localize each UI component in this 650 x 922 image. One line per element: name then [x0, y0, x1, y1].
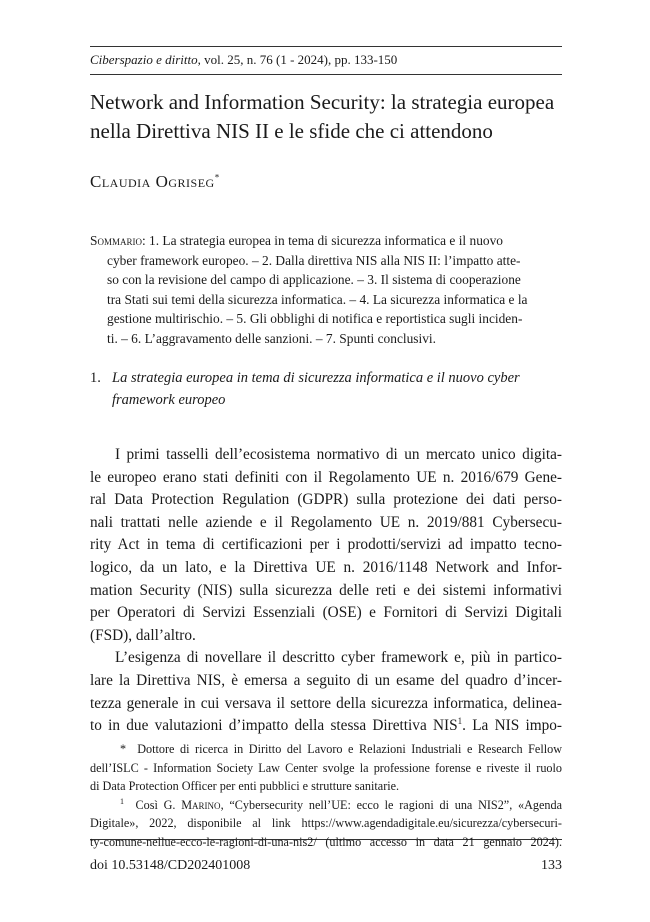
body-line: lare la Direttiva NIS, è emersa a seguito di un esame del quadro d’incer- — [90, 671, 562, 689]
summary — [90, 231, 562, 348]
footnote-text: Così G. — [135, 797, 182, 812]
header-rule-bottom — [90, 74, 562, 75]
body-line — [90, 715, 562, 738]
footnote-text: Dottore di ricerca in Diritto del Lavoro e Relazioni Industriali e Research Fellow — [137, 742, 562, 756]
summary-label: Sommario: — [90, 233, 146, 248]
author-name-text: Claudia Ogriseg — [90, 172, 215, 191]
summary-line: ti. – 6. L’aggravamento delle sanzioni. – 7. Spunti conclusivi. — [107, 330, 437, 346]
journal-details: , vol. 25, n. 76 (1 - 2024), pp. 133-150 — [197, 52, 398, 67]
section-title: La strategia europea in tema di sicurezza informatica e il nuovo cyber framework europeo — [112, 370, 520, 408]
summary-line: cyber framework europeo. – 2. Dalla direttiva NIS alla NIS II: l’impatto atte- — [107, 252, 521, 268]
body-line: le europeo erano stati definiti con il Regolamento UE n. 2016/679 Gene- — [90, 468, 562, 486]
body-line: mation Security (NIS) sulla sicurezza delle reti e dei sistemi informativi — [90, 581, 562, 599]
article-title — [90, 88, 562, 146]
footnote-ref-1[interactable]: 1 — [457, 716, 463, 727]
body-line: (FSD), dall’altro. — [90, 626, 196, 644]
section-number: 1. — [90, 370, 101, 386]
body-line: I primi tasselli dell’ecosistema normativo di un mercato unico digita- — [115, 446, 562, 463]
summary-line: gestione multirischio. – 5. Gli obblighi di notifica e reportistica sugli inciden- — [107, 311, 523, 326]
body-line: L’esigenza di novellare il descritto cyber framework e, più in partico- — [115, 649, 562, 667]
article-title-line: nella Direttiva NIS II e le sfide che ci attendono — [90, 119, 493, 143]
header-rule-top — [90, 46, 562, 47]
journal-title: Ciberspazio e diritto — [90, 52, 198, 67]
body-text — [90, 444, 562, 738]
footnotes — [90, 740, 562, 852]
footnote-star-mark: * — [120, 742, 127, 756]
body-line: tezza generale in cui versava il settore della sicurezza informatica, delinea- — [90, 694, 562, 712]
footnote-1-mark: 1 — [120, 796, 124, 806]
footnote-line: ty-comune-nellue-ecco-le-ragioni-di-una-nis2/ (ultimo accesso in data 21 gennaio 2024). — [90, 834, 562, 849]
body-line: nali trattati nelle aziende e il Regolamento UE n. 2019/881 Cybersecu- — [90, 513, 562, 531]
body-line-tail: . La NIS impo- — [462, 717, 562, 735]
body-line: rity Act in tema di certificazioni per i prodotti/servizi ad impatto tecno- — [90, 536, 562, 554]
body-line: per Operatori di Servizi Essenziali (OSE) e Fornitori di Servizi Digitali — [90, 604, 562, 622]
body-line: ral Data Protection Regulation (GDPR) sulla protezione dei dati perso- — [90, 491, 562, 509]
page-number: 133 — [541, 858, 562, 873]
footnote-text: , “Cybersecurity nell’UE: ecco le ragioni di una NIS2”, «Agenda — [220, 797, 563, 812]
summary-line — [90, 231, 562, 251]
article-title-line: Network and Information Security: la strategia europea — [90, 90, 555, 114]
footnote-author: Marino — [181, 797, 221, 812]
summary-first-text: 1. La strategia europea in tema di sicurezza informatica e il nuovo — [145, 233, 503, 248]
author-footnote-mark: * — [214, 172, 220, 183]
footnote-line — [90, 796, 562, 815]
journal-citation — [90, 52, 397, 68]
footnote-line: Digitale», 2022, disponibile al link https://www.agendadigitale.eu/sicurezza/cybersecuri- — [90, 816, 562, 831]
footnote-line — [90, 740, 562, 759]
doi-label: doi 10.53148/CD202401008 — [90, 858, 251, 873]
footnote-line: di Data Protection Officer per enti pubblici e strutture sanitarie. — [90, 779, 400, 794]
author-name — [90, 172, 220, 192]
summary-line: tra Stati sui temi della sicurezza informatica. – 4. La sicurezza informatica e la — [107, 291, 528, 307]
summary-line: so con la revisione del campo di applicazione. – 3. Il sistema di cooperazione — [107, 272, 521, 287]
body-line: logico, da un lato, e la Direttiva UE n. 2016/1148 Network and Infor- — [90, 558, 562, 576]
footnote-line: dell’ISLC - Information Society Law Center svolge la professione forense e riveste il ruolo — [90, 760, 562, 775]
body-line-text: to in due valutazioni d’impatto della stessa Direttiva NIS — [90, 717, 458, 735]
